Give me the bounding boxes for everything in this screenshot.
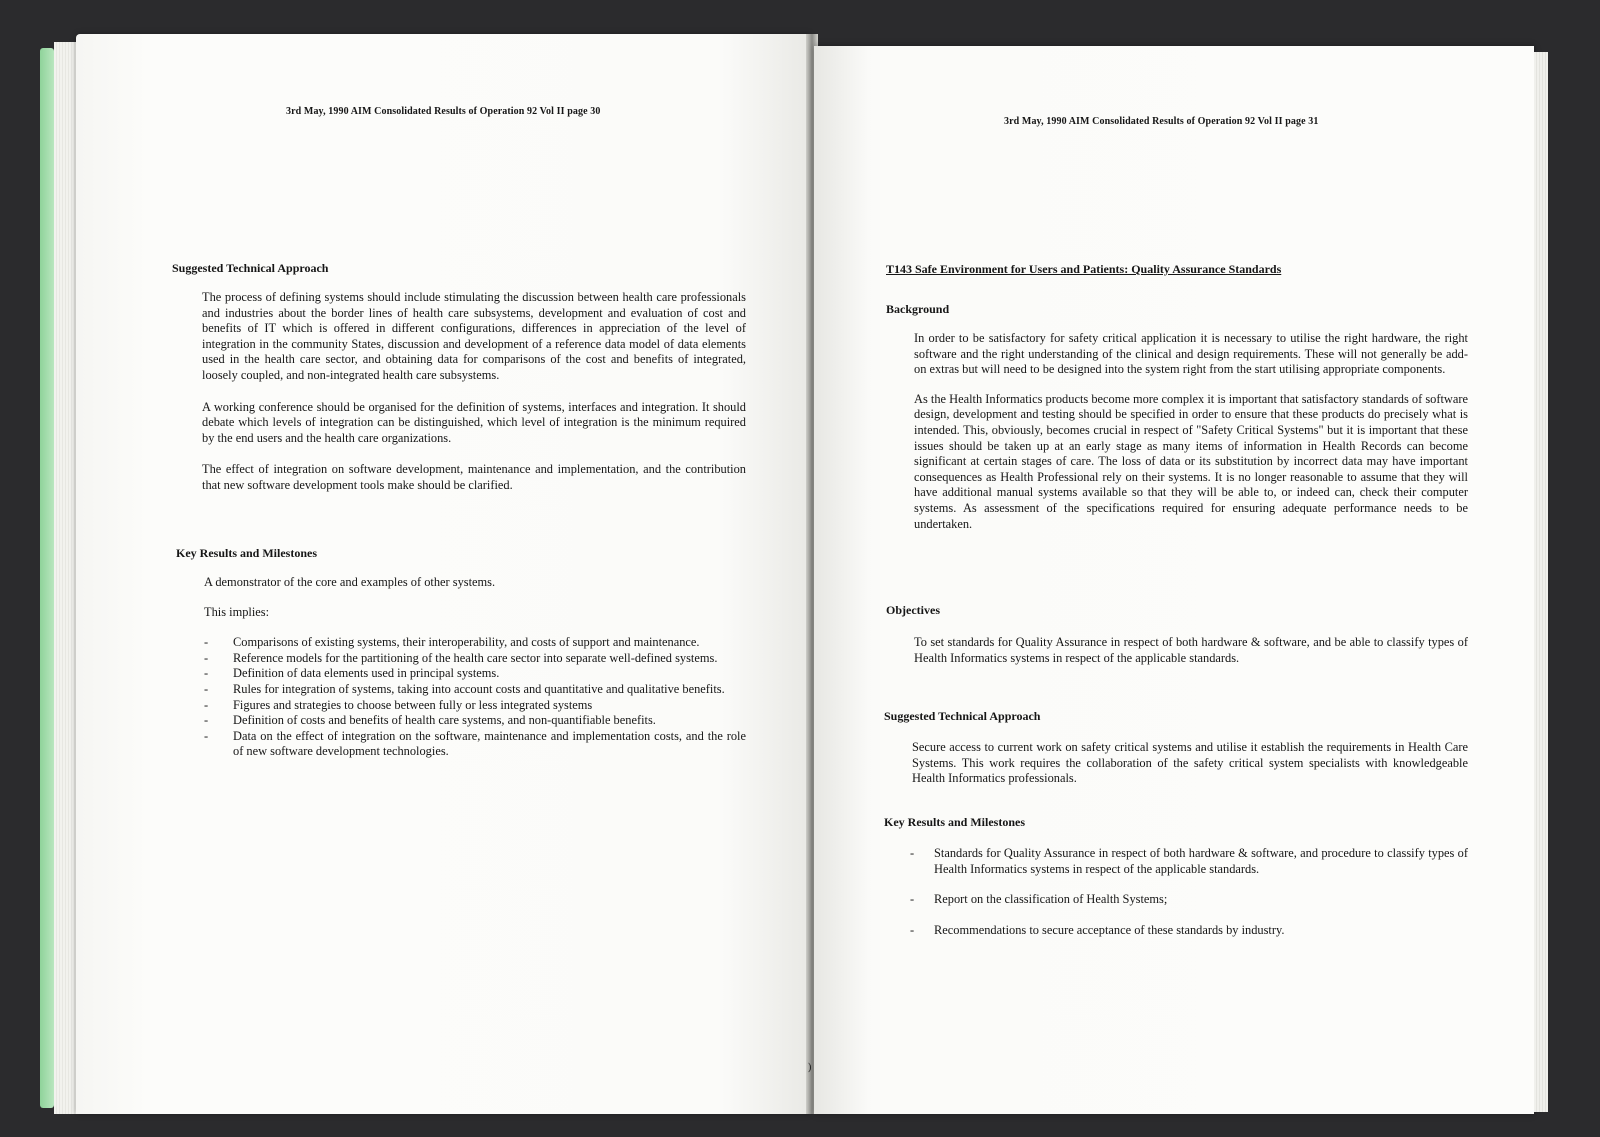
- list-item: - Data on the effect of integration on the software, maintenance and implementation costs, and the role of new software development technologies.: [204, 728, 746, 759]
- right-approach-heading: Suggested Technical Approach: [884, 709, 1041, 723]
- right-background-body: [914, 331, 1468, 532]
- left-approach-heading: Suggested Technical Approach: [172, 261, 329, 275]
- list-item: - Comparisons of existing systems, their interoperability, and costs of support and maintenance.: [204, 635, 700, 650]
- list-item: - Standards for Quality Assurance in respect of both hardware & software, and procedure to classify types of Health Informatics systems in respect of the applicable standards.: [910, 846, 1468, 876]
- list-item: - Definition of costs and benefits of health care systems, and non-quantifiable benefits.: [204, 713, 656, 728]
- right-page: [814, 46, 1534, 1114]
- left-milestones-list: [204, 635, 746, 760]
- right-running-head: 3rd May, 1990 AIM Consolidated Results of Operation 92 Vol II page 31: [1004, 116, 1319, 127]
- list-item: - Figures and strategies to choose between fully or less integrated systems: [204, 697, 593, 712]
- right-milestones-heading-wrap: [884, 815, 1484, 831]
- right-approach-para: Secure access to current work on safety critical systems and utilise it establish the requirements in Health Care Systems. This work requires the collaboration of the safety critical system specialists with knowledgeable Health Informatics professionals.: [912, 740, 1468, 786]
- right-background-heading-wrap: [886, 302, 1486, 318]
- right-background-heading: Background: [886, 302, 950, 316]
- list-item: - Recommendations to secure acceptance of these standards by industry.: [910, 922, 1285, 937]
- right-milestones-list: [910, 846, 1468, 938]
- right-milestones-heading: Key Results and Milestones: [884, 815, 1025, 829]
- right-background-para-2: As the Health Informatics products become more complex it is important that satisfactory standards of software design, development and testing should be specified in order to ensure that these products do precisely what is intended. This, obviously, becomes crucial in respect of "Safety Critical Systems" but it is important that these issues should be taken up at an early stage as many items of information in Health Records can become significant at certain stages of care. The loss of data or its substitution by incorrect data may have important consequences as Health Professional rely on their systems. It is no longer reasonable to assume that they will have additional manual systems available so that they will be able to, or indeed can, check their computer systems. As assessment of the specifications required for ensuring adequate performance needs to be undertaken.: [914, 391, 1468, 531]
- green-page-edge: [40, 48, 54, 1108]
- right-title-block: [886, 262, 1486, 278]
- right-page-stack: [1534, 52, 1548, 1112]
- right-milestones-body: [910, 846, 1468, 938]
- left-approach-body: [202, 290, 746, 494]
- right-approach-body: [912, 740, 1468, 787]
- left-approach-para-2: A working conference should be organised for the definition of systems, interfaces and integration. It should debate which levels of integration can be distinguished, which level of integration is the minimum required by the end users and the health care organizations.: [202, 399, 746, 445]
- right-background-para-1: In order to be satisfactory for safety critical application it is necessary to utilise the right hardware, the right software and the right understanding of the clinical and design requirements. These will not generally be add-on extras but will need to be designed into the system right from the start utilising appropriate components.: [914, 331, 1468, 377]
- list-item: - Reference models for the partitioning of the health care sector into separate well-defined systems.: [204, 650, 718, 665]
- right-objectives-para: To set standards for Quality Assurance in respect of both hardware & software, and be able to classify types of Health Informatics systems in respect of the applicable standards.: [914, 635, 1468, 665]
- left-running-head: 3rd May, 1990 AIM Consolidated Results of Operation 92 Vol II page 30: [286, 106, 601, 117]
- gutter-mark: ): [808, 1062, 812, 1073]
- left-approach-para-3: The effect of integration on software development, maintenance and implementation, and the contribution that new software development tools make should be clarified.: [202, 462, 746, 492]
- right-objectives-heading-wrap: [886, 603, 1486, 619]
- list-item: - Rules for integration of systems, taking into account costs and quantitative and qualitative benefits.: [204, 681, 725, 696]
- left-section-milestones: [176, 546, 746, 562]
- list-item: - Definition of data elements used in principal systems.: [204, 666, 500, 681]
- left-milestones-heading: Key Results and Milestones: [176, 546, 317, 560]
- left-approach-para-1: The process of defining systems should include stimulating the discussion between health care professionals and industries about the border lines of health care subsystems, development and evaluation of cost and benefits of IT which is offered in different configurations, differences in appreciation of the level of integration in the community States, discussion and development of a reference data model of data elements used in the health care sector, and obtaining data for comparisons of the cost and benefits of integrated, loosely coupled, and non-integrated health care subsystems.: [202, 290, 746, 382]
- right-objectives-body: [914, 635, 1468, 666]
- right-objectives-heading: Objectives: [886, 603, 940, 617]
- right-title: T143 Safe Environment for Users and Patients: Quality Assurance Standards: [886, 262, 1282, 276]
- right-approach-heading-wrap: [884, 709, 1484, 725]
- list-item: - Report on the classification of Health Systems;: [910, 892, 1168, 907]
- left-page: [76, 34, 810, 1114]
- left-milestones-body: [204, 575, 746, 760]
- left-milestones-intro: A demonstrator of the core and examples of other systems.: [204, 575, 496, 589]
- left-milestones-implies: This implies:: [204, 604, 270, 619]
- left-section-approach: [172, 261, 746, 277]
